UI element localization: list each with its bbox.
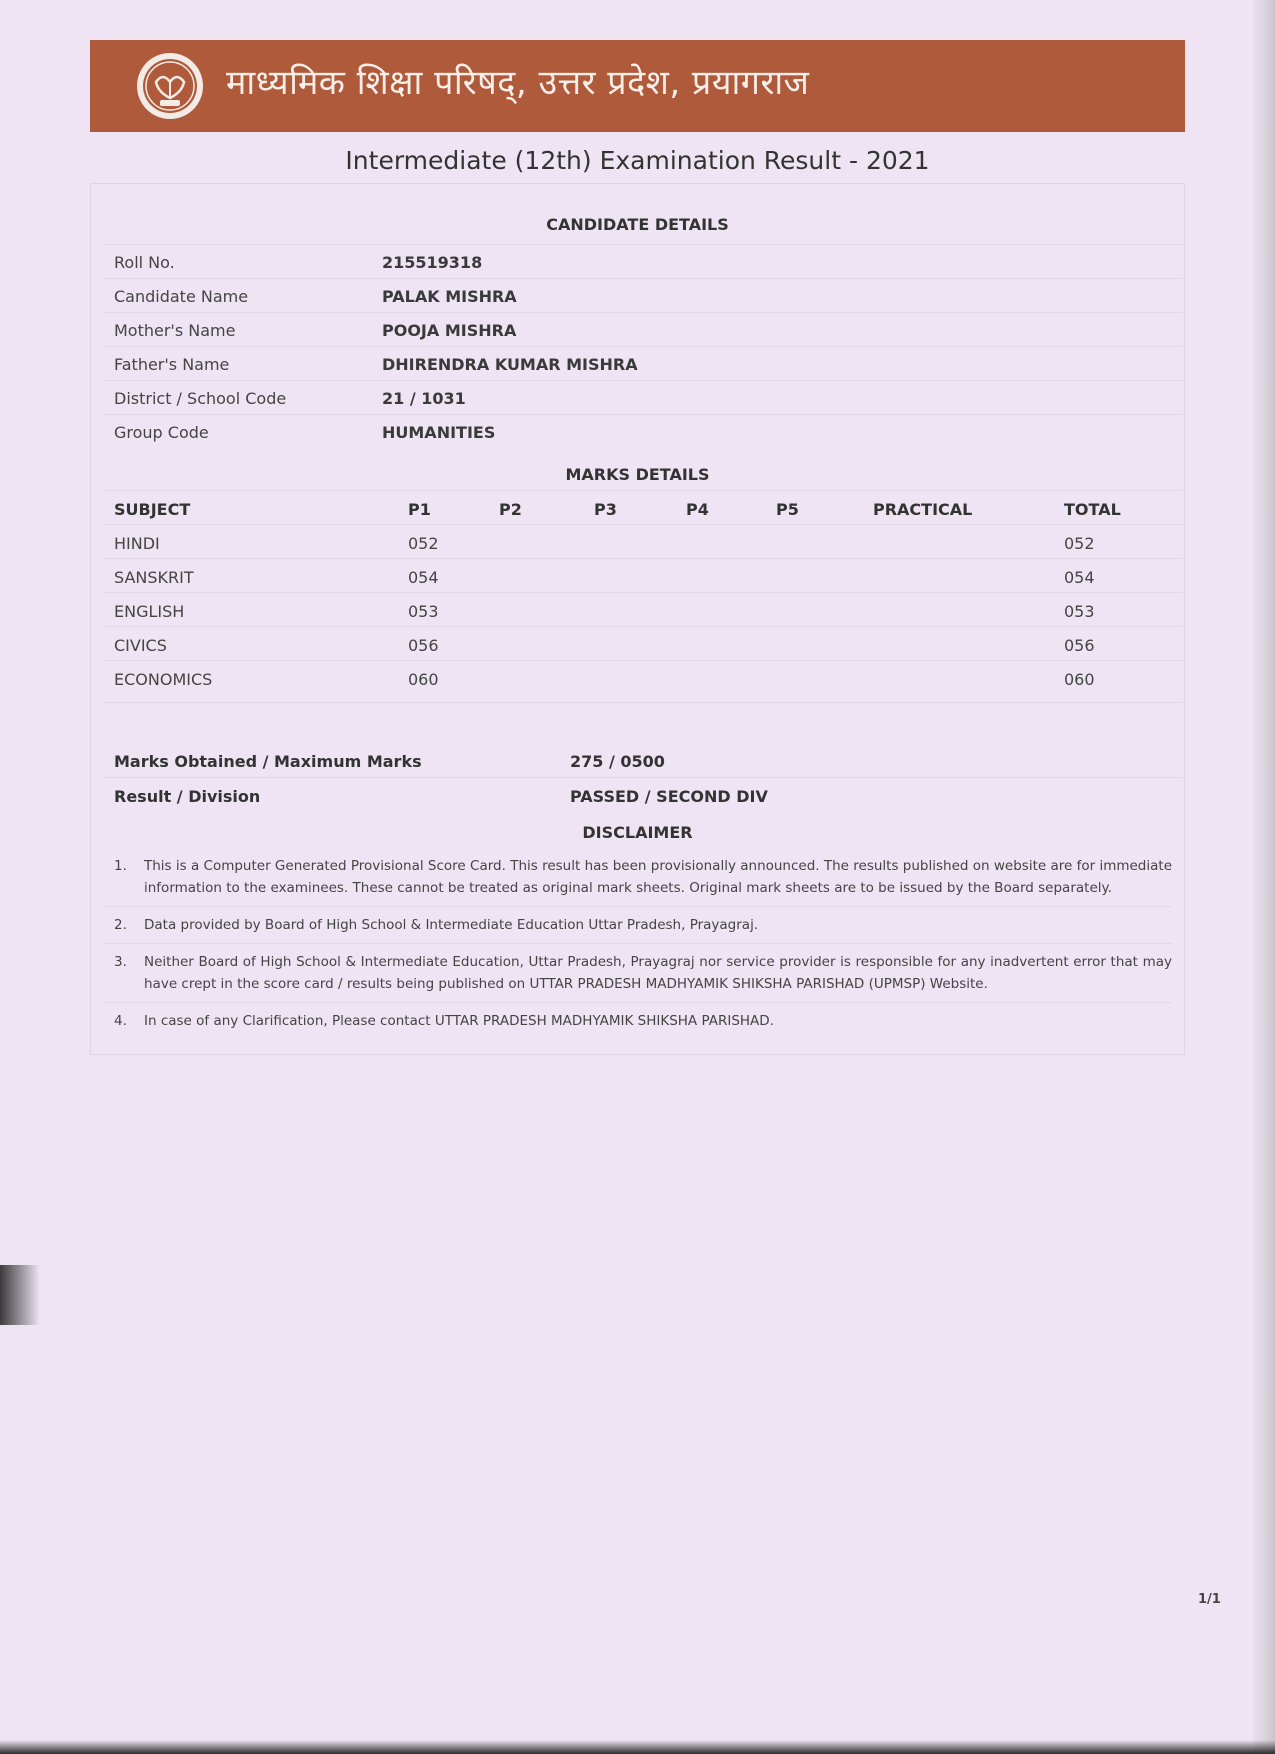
subject-cell: SANSKRIT (114, 568, 194, 587)
column-header: P4 (686, 500, 709, 519)
detail-value: 215519318 (382, 253, 483, 272)
subject-cell: HINDI (114, 534, 160, 553)
column-header: PRACTICAL (873, 500, 973, 519)
p1-cell: 060 (408, 670, 439, 689)
table-divider (102, 702, 1182, 703)
disclaimer-text: Neither Board of High School & Intermediate Education, Uttar Pradesh, Prayagraj nor service provider is responsible for any inadvertent error that may have crept in the score card / results being published on UTTAR PRADESH MADHYAMIK SHIKSHA PARISHAD (UPMSP) Website. (144, 954, 1172, 992)
total-cell: 053 (1064, 602, 1095, 621)
disclaimer-text: In case of any Clarification, Please contact UTTAR PRADESH MADHYAMIK SHIKSHA PARISHAD. (144, 1013, 774, 1029)
marks-header-row (102, 490, 1182, 525)
detail-row-name (102, 278, 1182, 313)
candidate-details-heading: CANDIDATE DETAILS (546, 215, 729, 234)
detail-label: Roll No. (114, 253, 175, 272)
column-header: SUBJECT (114, 500, 191, 519)
detail-value: 21 / 1031 (382, 389, 466, 408)
total-cell: 060 (1064, 670, 1095, 689)
p1-cell: 054 (408, 568, 439, 587)
p1-cell: 053 (408, 602, 439, 621)
column-header: TOTAL (1064, 500, 1121, 519)
subject-cell: CIVICS (114, 636, 167, 655)
column-header: P3 (594, 500, 617, 519)
disclaimer-number: 3. (114, 954, 127, 970)
total-cell: 054 (1064, 568, 1095, 587)
table-row (102, 660, 1182, 695)
subject-cell: ENGLISH (114, 602, 185, 621)
board-name: माध्यमिक शिक्षा परिषद्, उत्तर प्रदेश, प्रयागराज (226, 63, 810, 103)
disclaimer-heading: DISCLAIMER (582, 823, 693, 842)
marks-obtained-value: 275 / 0500 (570, 752, 665, 771)
scan-smudge (0, 1265, 40, 1325)
marks-summary-row (102, 743, 1182, 777)
p1-cell: 052 (408, 534, 439, 553)
upmsp-emblem-icon (136, 52, 204, 120)
column-header: P2 (499, 500, 522, 519)
table-row (102, 626, 1182, 661)
disclaimer-text: Data provided by Board of High School & Intermediate Education Uttar Pradesh, Prayagraj. (144, 917, 759, 933)
table-row (102, 592, 1182, 627)
exam-title: Intermediate (12th) Examination Result - 2021 (345, 146, 930, 175)
detail-label: District / School Code (114, 389, 287, 408)
paper-right-edge (1253, 0, 1275, 1754)
detail-row-mother (102, 312, 1182, 347)
table-row (102, 558, 1182, 593)
result-label: Result / Division (114, 787, 261, 806)
disclaimer-list (102, 852, 1172, 1043)
subject-cell: ECONOMICS (114, 670, 213, 689)
p1-cell: 056 (408, 636, 439, 655)
detail-value: PALAK MISHRA (382, 287, 517, 306)
disclaimer-text: This is a Computer Generated Provisional Score Card. This result has been provisionally announced. The results published on website are for immediate information to the examinees. These cannot be treated as original mark sheets. Original mark sheets are to be issued by the Board separately. (144, 858, 1172, 896)
detail-value: DHIRENDRA KUMAR MISHRA (382, 355, 638, 374)
disclaimer-item (102, 852, 1172, 907)
marks-obtained-label: Marks Obtained / Maximum Marks (114, 752, 422, 771)
detail-label: Father's Name (114, 355, 230, 374)
table-row (102, 524, 1182, 559)
disclaimer-number: 1. (114, 858, 127, 874)
total-cell: 052 (1064, 534, 1095, 553)
disclaimer-number: 4. (114, 1013, 127, 1029)
disclaimer-number: 2. (114, 917, 127, 933)
detail-row-roll (102, 244, 1182, 279)
disclaimer-item (102, 1007, 1172, 1039)
detail-value: POOJA MISHRA (382, 321, 517, 340)
detail-value: HUMANITIES (382, 423, 496, 442)
total-cell: 056 (1064, 636, 1095, 655)
detail-label: Group Code (114, 423, 209, 442)
result-value: PASSED / SECOND DIV (570, 787, 768, 806)
header-banner (90, 40, 1185, 132)
detail-row-father (102, 346, 1182, 381)
marks-details-heading: MARKS DETAILS (565, 465, 710, 484)
result-row (102, 777, 1182, 812)
disclaimer-item (102, 948, 1172, 1003)
column-header: P5 (776, 500, 799, 519)
detail-row-group (102, 414, 1182, 449)
page-number: 1/1 (1198, 1592, 1221, 1607)
detail-label: Candidate Name (114, 287, 249, 306)
scan-bottom-shadow (0, 1740, 1275, 1754)
detail-row-district (102, 380, 1182, 415)
disclaimer-item (102, 911, 1172, 944)
column-header: P1 (408, 500, 431, 519)
detail-label: Mother's Name (114, 321, 236, 340)
